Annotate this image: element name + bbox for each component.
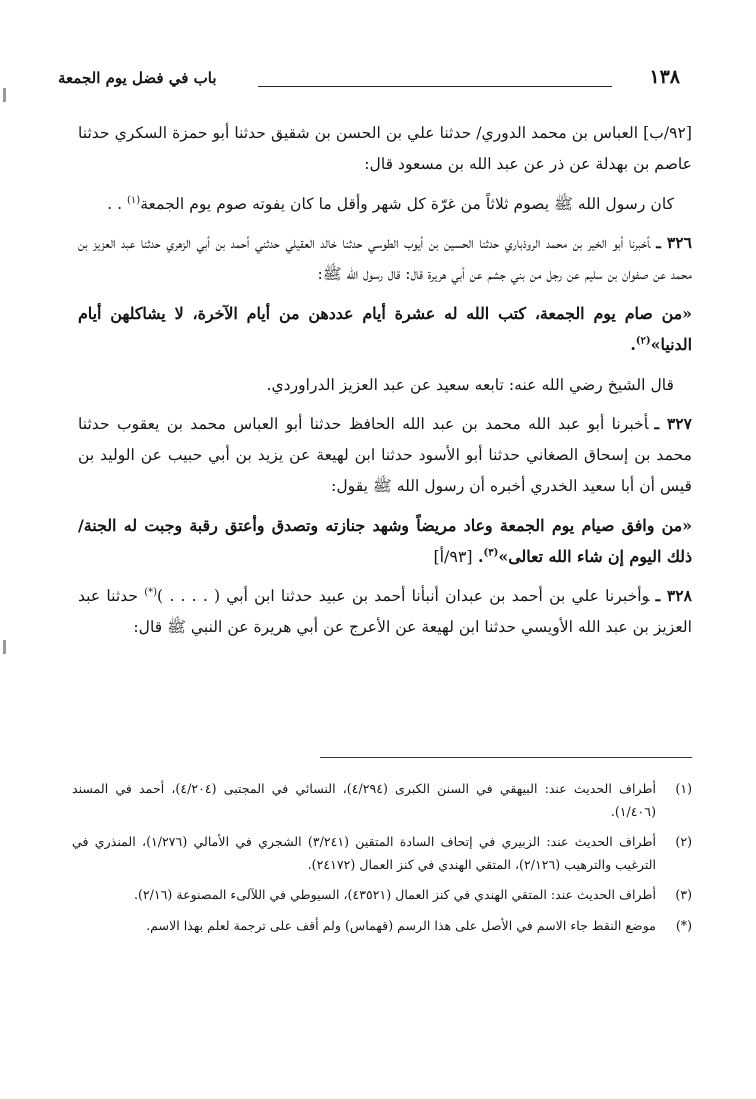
footnote-number: (٢) (675, 834, 692, 850)
scan-edge-mark (3, 640, 6, 654)
footnote-ref: (*) (144, 587, 158, 599)
paragraph-text: أخبرنا أبو الخير بن محمد الروذباري حدثنا الحسين بن أيوب الطوسي حدثنا خالد العقيلي حدثني أحمد بن أبي الزهري حدثنا عبد العزيز بن محمد عن صفوان بن سليم عن رجل من بني جشم عن أبي هريرة قال: قال رسول الله ﷺ: (78, 234, 692, 284)
footnote-text: أطراف الحديث عند: الزبيري في إتحاف السادة المتقين (٣/٢٤١) الشجري في الأمالي (١/٢٧٦)، المنذري في الترغيب والترهيب (٢/١٢٦)، المتقي الهندي في كنز العمال (٢٤١٧٢). (72, 834, 657, 872)
footnote-ref: (١) (127, 194, 141, 206)
hadith-text-326 (78, 299, 692, 361)
footnote-text: أطراف الحديث عند: المتقي الهندي في كنز العمال (٤٣٥٢١)، السيوطي في اللآلىء المصنوعة (٢/١٦). (133, 887, 656, 903)
paragraph-tail: حدثنا عبد العزيز بن عبد الله الأويسي حدثنا ابن لهيعة عن الأعرج عن أبي هريرة عن النبي ﷺ قال: (78, 587, 692, 637)
footnote-number: (٣) (675, 887, 692, 903)
footnote-ref: (٣) (483, 547, 499, 559)
page-number: ١٣٨ (649, 66, 680, 88)
paragraph-text: العباس بن محمد الدوري/ حدثنا علي بن الحسن بن شقيق حدثنا أبو حمزة السكري حدثنا عاصم بن بهدلة عن ذر عن عبد الله بن مسعود قال: (78, 124, 692, 173)
paragraph-tail: . (630, 334, 636, 354)
hadith-text-327 (78, 511, 692, 573)
hadith-text (78, 189, 692, 220)
paragraph-text: كان رسول الله ﷺ يصوم ثلاثاً من غرّة كل شهر وأقل ما كان يفوته صوم يوم الجمعة (140, 194, 674, 213)
footnote-text: موضع النقط جاء الاسم في الأصل على هذا الرسم (قهماس) ولم أقف على ترجمة لعلم بهذا الاسم. (146, 917, 656, 933)
paragraph-text: قال الشيخ رضي الله عنه: تابعه سعيد عن عبد العزيز الدراوردي. (266, 375, 674, 394)
footnote (72, 884, 692, 907)
footnote-ref: (٢) (635, 335, 651, 347)
footnote-number: (١) (675, 781, 692, 796)
hadith-number: ٣٢٧ ـ (654, 414, 692, 434)
paragraph-text: وأخبرنا علي بن أحمد بن عبدان أنبأنا أحمد بن عبيد حدثنا ابن أبي ( . . . . ) (157, 587, 650, 606)
paragraph-text: «من وافق صيام يوم الجمعة وعاد مريضاً وشهد جنازته وتصدق وأعتق رقبة وجبت له الجنة/ ذلك اليوم إن شاء الله تعالى» (78, 515, 692, 566)
scan-edge-mark (3, 88, 6, 102)
footnote-separator (320, 757, 692, 758)
paragraph-tail: . . (107, 194, 127, 213)
running-title: باب في فضل يوم الجمعة (58, 69, 217, 87)
main-text (78, 118, 692, 652)
hadith-chain-327 (78, 409, 692, 501)
manuscript-folio-marker: [٩٢/ب] (643, 124, 692, 142)
header-rule (258, 86, 612, 87)
footnote-text: أطراف الحديث عند: البيهقي في السنن الكبرى (٤/٢٩٤)، النسائي في المجتبى (٤/٢٠٤)، أحمد في المسند (١/٤٠٦). (72, 781, 656, 819)
paragraph-text: أخبرنا أبو عبد الله محمد بن عبد الله الحافظ حدثنا أبو العباس محمد بن يعقوب حدثنا محمد بن إسحاق الصغاني حدثنا أبو الأسود حدثنا ابن لهيعة عن يزيد بن أبي حبيب عن الوليد بن قيس أن أبا سعيد الخدري أخبره أن رسول الله ﷺ يقول: (78, 415, 692, 495)
hadith-chain-328 (78, 581, 692, 643)
footnotes (72, 778, 692, 946)
footnote-number: (*) (675, 917, 692, 933)
footnote (72, 915, 692, 938)
footnote (72, 831, 692, 876)
sheikh-comment (78, 370, 692, 401)
page-header (58, 66, 680, 96)
hadith-chain-326 (78, 228, 692, 290)
hadith-number: ٣٢٦ ـ (656, 233, 693, 253)
manuscript-folio-marker: [٩٣/أ] (433, 546, 473, 566)
footnote (72, 778, 692, 823)
paragraph-tail: . (478, 546, 484, 566)
hadith-chain-intro (78, 118, 692, 180)
paragraph-text: «من صام يوم الجمعة، كتب الله له عشرة أيام عددهن من أيام الآخرة، لا يشاكلهن أيام الدنيا» (78, 303, 692, 354)
hadith-number: ٣٢٨ ـ (655, 586, 692, 606)
